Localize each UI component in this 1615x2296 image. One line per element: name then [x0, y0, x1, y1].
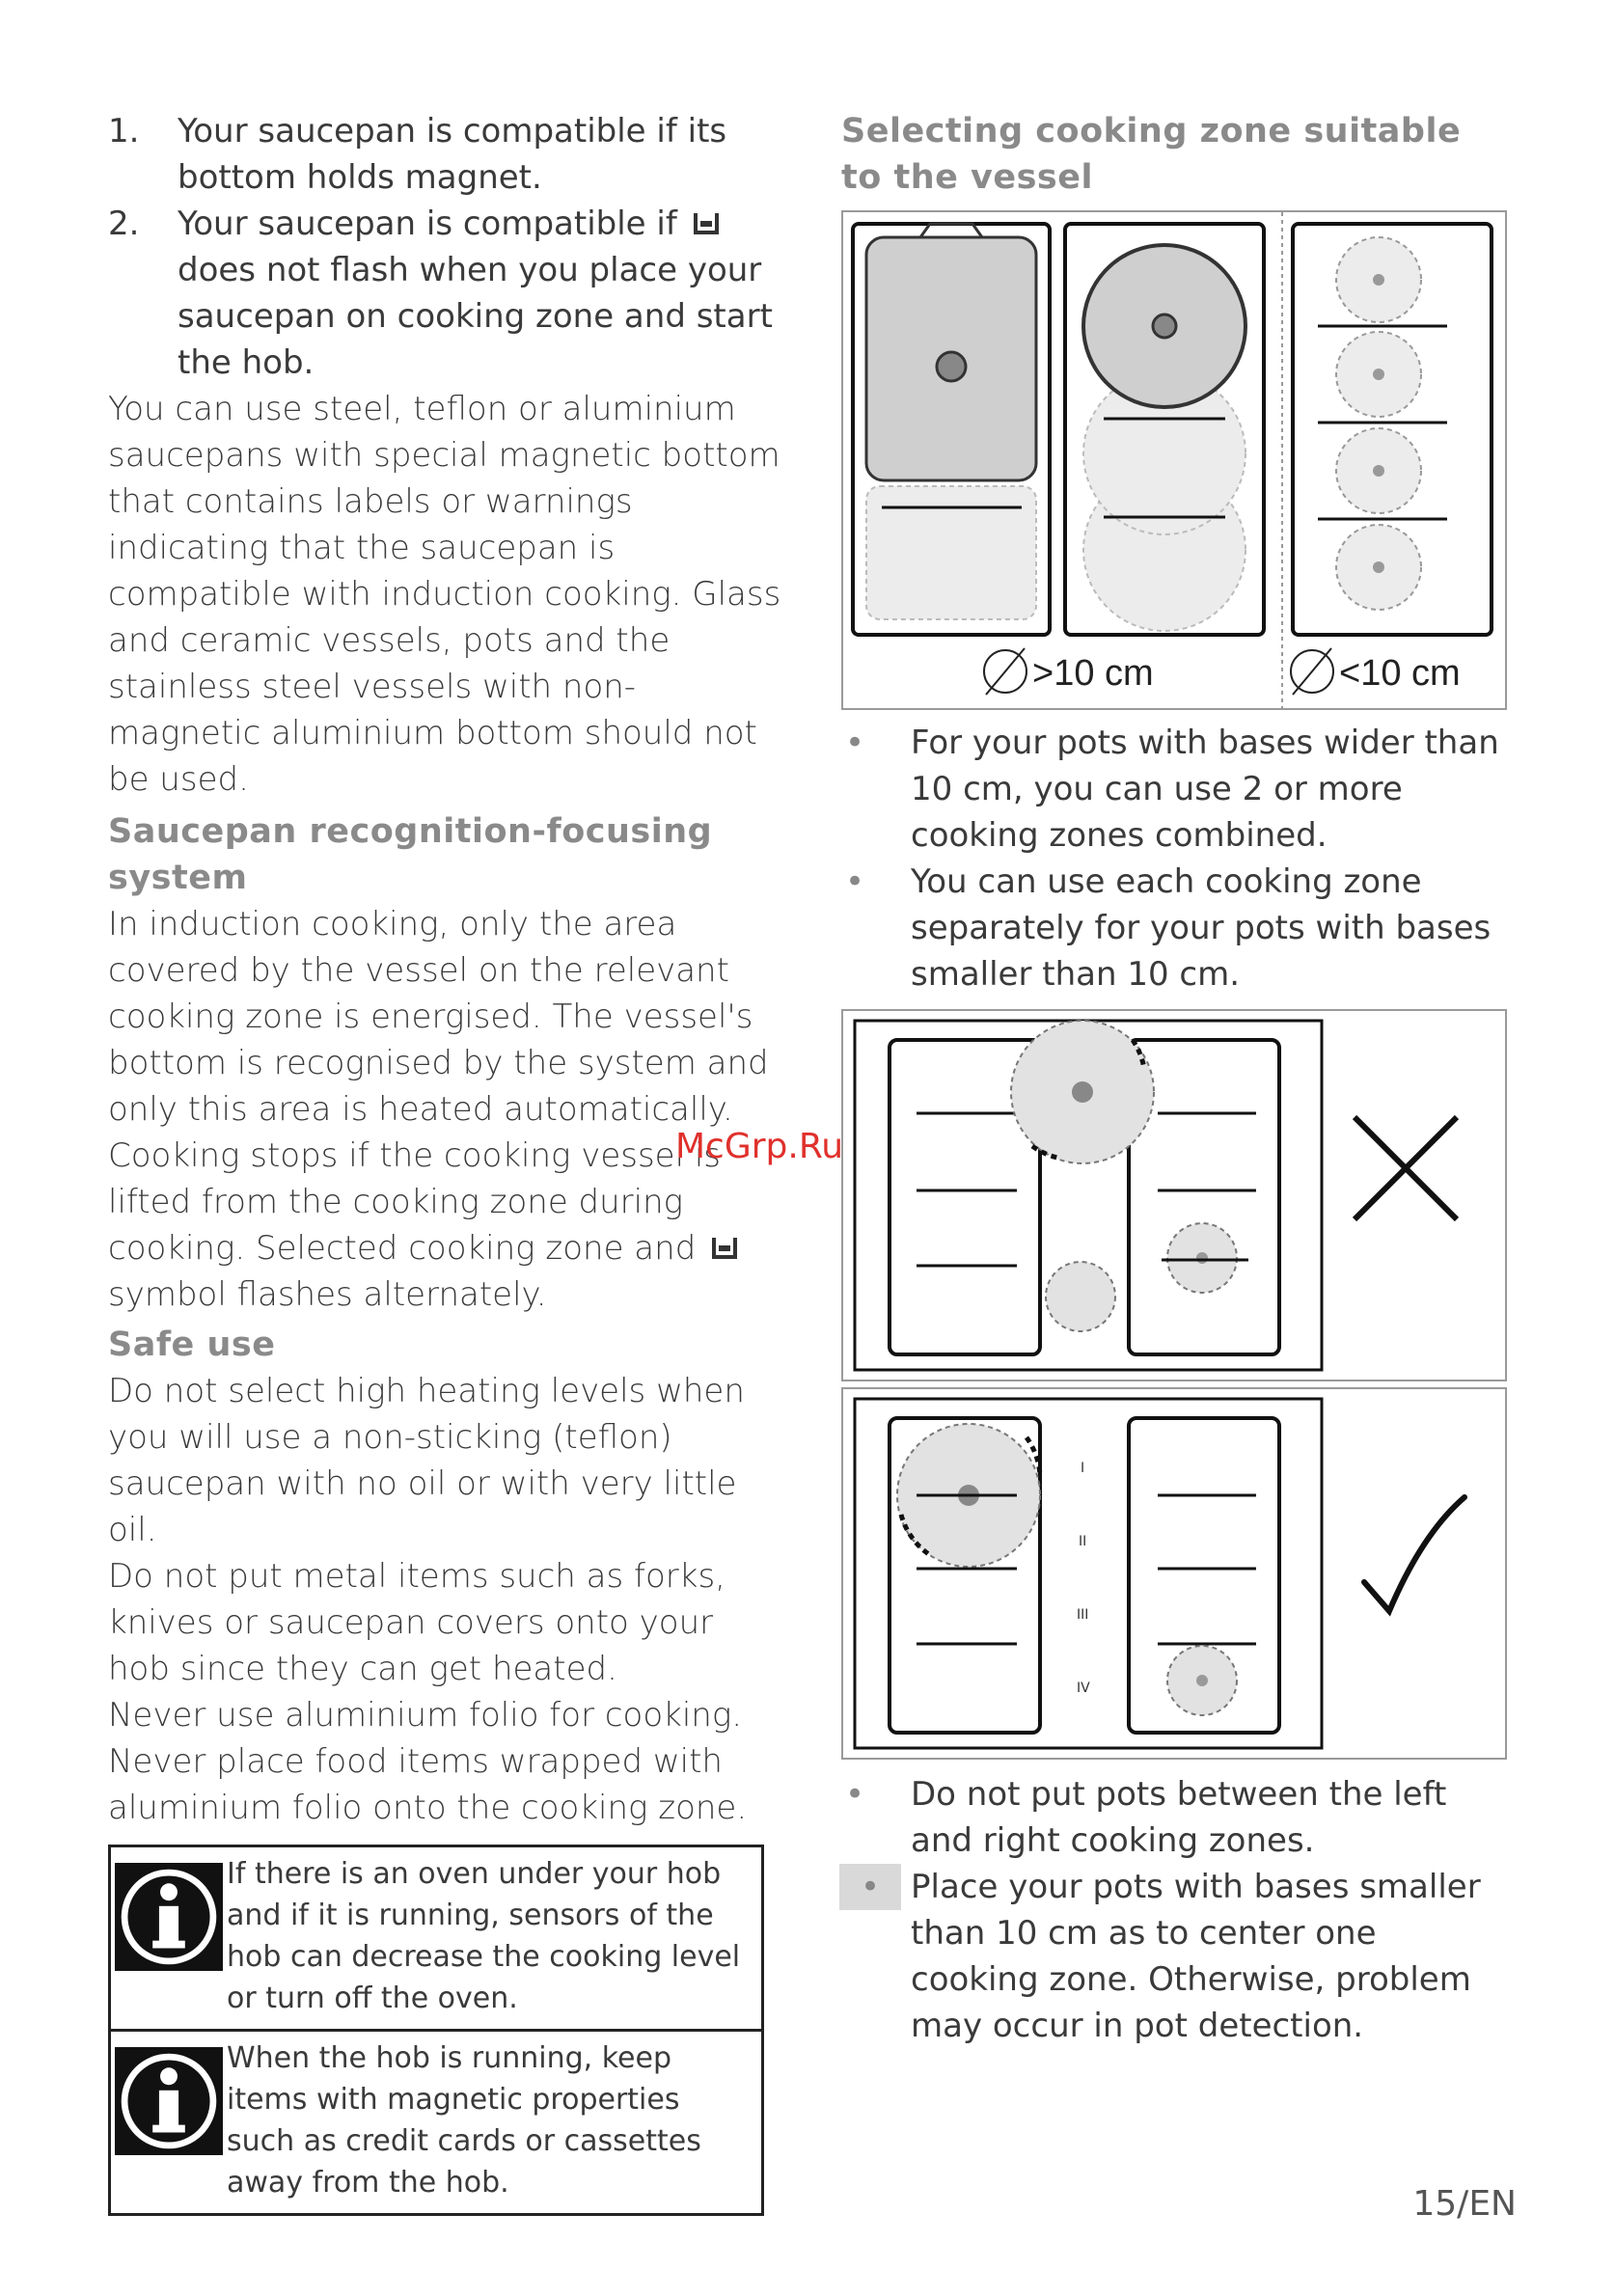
pan-symbol-icon — [692, 209, 721, 238]
info-note — [111, 1847, 761, 2029]
right-column — [841, 108, 1507, 2049]
list-item — [108, 108, 783, 201]
correct-placement-diagram — [843, 1389, 1505, 1758]
heading-safe-use: Safe use — [108, 1326, 276, 1364]
pan-symbol-icon — [710, 1234, 739, 1263]
info-note-text: If there is an oven under your hob and if it is running, sensors of the hob can decrease the cooking level or turn off the oven. — [227, 1857, 741, 2015]
zone-label: I — [1081, 1461, 1085, 1476]
bullet-text: For your pots with bases wider than 10 cm, you can use 2 or more cooking zones combined. — [911, 724, 1499, 855]
info-note-text: When the hob is running, keep items with magnetic properties such as credit cards or cassettes away from the hob. — [227, 2041, 701, 2200]
paragraph-recognition — [108, 901, 783, 1318]
figure-vessel-size — [841, 210, 1507, 710]
figure-correct-placement — [841, 1387, 1507, 1760]
info-icon — [115, 2047, 223, 2155]
list-text: Your saucepan is compatible if its bottom holds magnet. — [178, 112, 727, 197]
safe-paragraph: Never place food items wrapped with aluminium folio onto the cooking zone. — [108, 1742, 748, 1827]
bullet-list-b — [841, 1771, 1507, 2049]
list-item — [108, 201, 783, 386]
bullet-text: Do not put pots between the left and right cooking zones. — [911, 1775, 1447, 1860]
watermark: McGrp.Ru — [675, 1127, 844, 1166]
wrong-placement-diagram — [843, 1011, 1505, 1380]
zone-label: IV — [1077, 1681, 1090, 1696]
label-greater-10cm: >10 cm — [1032, 653, 1154, 694]
info-box — [108, 1845, 764, 2216]
heading-recognition: Saucepan recognition-focusing system — [108, 812, 713, 897]
label-less-10cm: <10 cm — [1339, 653, 1461, 694]
bullet-item — [841, 720, 1507, 859]
safe-paragraph: Do not select high heating levels when you will use a non-sticking (teflon) saucepan with no oil or with very little oil. — [108, 1372, 745, 1549]
page-number: 15/EN — [1412, 2184, 1517, 2224]
paragraph-recognition-a: In induction cooking, only the area covered by the vessel on the relevant cooking zone is energised. The vessel's bottom is recognised by the system and only this area is heated automatically. Cooking stops if the cooking vessel is lifted from the cooking zone during cooking. Selected cooking zone and — [108, 905, 769, 1268]
vessel-size-diagram — [843, 212, 1505, 708]
info-icon — [115, 1863, 223, 1971]
bullet-text: You can use each cooking zone separately for your pots with bases smaller than 10 cm. — [911, 862, 1492, 994]
figure-wrong-placement — [841, 1009, 1507, 1381]
safe-paragraph: Do not put metal items such as forks, knives or saucepan covers onto your hob since they can get heated. — [108, 1557, 725, 1688]
paragraph-recognition-b: symbol flashes alternately. — [108, 1275, 547, 1314]
bullet-text: Place your pots with bases smaller than 10 cm as to center one cooking zone. Otherwise, problem may occur in pot detection. — [911, 1868, 1481, 2045]
list-number: 2. — [108, 205, 140, 243]
bullet-item — [841, 1864, 1507, 2049]
list-text: Your saucepan is compatible if — [178, 205, 677, 243]
bullet-dot: • — [845, 862, 865, 901]
paragraph-materials: You can use steel, teflon or aluminium saucepans with special magnetic bottom that contains labels or warnings indicating that the saucepan is compatible with induction cooking. Glass and ceramic vessels, pots and the stainless steel vessels with non-magnetic aluminium bottom should not be used. — [108, 390, 781, 799]
list-number: 1. — [108, 112, 140, 150]
heading-cooking-zone: Selecting cooking zone suitable to the vessel — [841, 112, 1462, 197]
bullet-list-a — [841, 720, 1507, 998]
bullet-dot: • — [845, 724, 865, 762]
zone-label: III — [1077, 1607, 1089, 1623]
bullet-dot: • — [845, 1775, 865, 1814]
bullet-item — [841, 1771, 1507, 1864]
info-note — [111, 2029, 761, 2213]
zone-label: II — [1079, 1534, 1087, 1549]
safe-paragraph: Never use aluminium folio for cooking. — [108, 1696, 743, 1735]
bullet-item — [841, 859, 1507, 998]
list-text-continued: does not flash when you place your saucepan on cooking zone and start the hob. — [178, 251, 773, 382]
bullet-dot: • — [839, 1864, 901, 1910]
